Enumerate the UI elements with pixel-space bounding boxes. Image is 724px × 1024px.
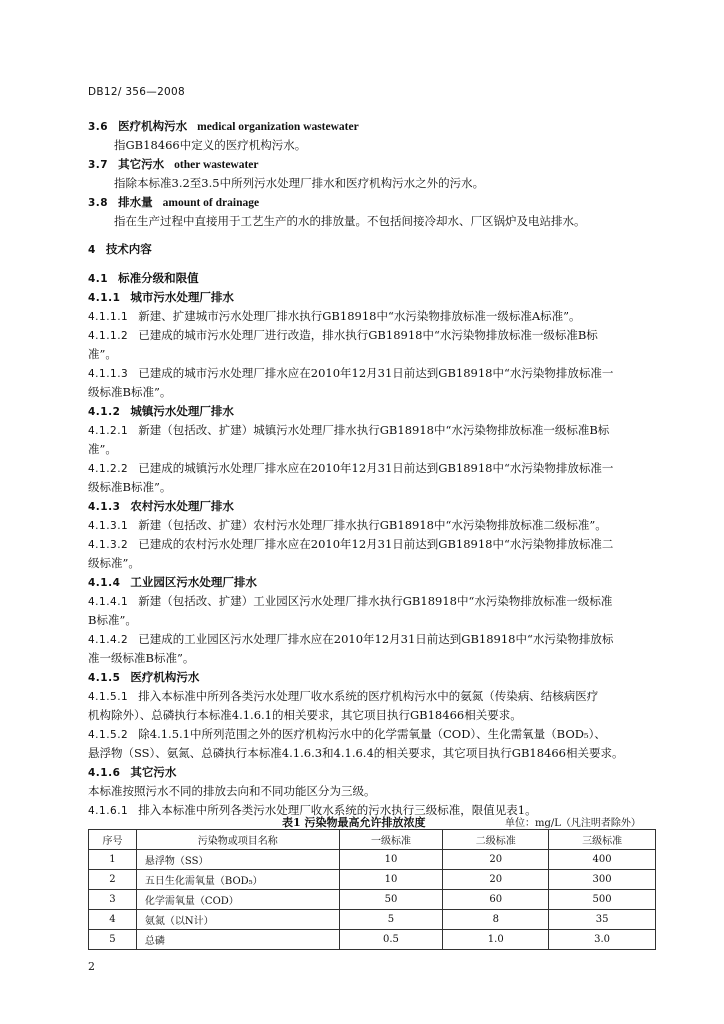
paragraph-line (114, 213, 586, 229)
paragraph-line (88, 479, 171, 495)
line-text: 准一级标准B标准”。 (88, 651, 195, 665)
section-heading (88, 270, 199, 286)
paragraph-line (88, 536, 613, 552)
line-text: 工业园区污水处理厂排水 (130, 575, 257, 589)
page-number: 2 (88, 960, 95, 973)
line-text: 排水量 (118, 195, 153, 209)
paragraph-line (88, 365, 613, 381)
clause-number: 4.1.5 (88, 672, 121, 684)
table-header-cell: 序号 (89, 830, 137, 850)
pollutant-limits-table (88, 829, 656, 950)
clause-number: 4.1.3.1 (88, 520, 129, 532)
english-term: other wastewater (174, 159, 259, 171)
clause-number: 4.1.6.1 (88, 805, 129, 817)
table-header-row (89, 830, 656, 850)
table-row (89, 890, 656, 910)
standard-id: DB12/ 356—2008 (88, 86, 185, 98)
paragraph-line (88, 346, 117, 362)
section-heading (88, 498, 234, 514)
table-cell: 化学需氧量（COD） (136, 890, 339, 910)
line-text: 新建、扩建城市污水处理厂排水执行GB18918中“水污染物排放标准一级标准A标准”。 (138, 309, 581, 323)
paragraph-line (88, 631, 613, 647)
table-cell: 400 (549, 850, 656, 870)
table-row (89, 870, 656, 890)
table-cell: 1.0 (443, 930, 549, 950)
line-text: 已建成的城市污水处理厂进行改造，排水执行GB18918中“水污染物排放标准一级标准B标 (138, 328, 598, 342)
table-cell: 3.0 (549, 930, 656, 950)
table-header-cell: 三级标准 (549, 830, 656, 850)
paragraph-line (88, 593, 612, 609)
clause-number: 4.1.6 (88, 767, 121, 779)
clause-number: 4.1.2.1 (88, 425, 129, 437)
paragraph-line (88, 783, 376, 799)
clause-number: 3.6 (88, 121, 109, 133)
table-cell: 0.5 (339, 930, 443, 950)
section-heading (88, 289, 234, 305)
clause-number: 4.1.3 (88, 501, 121, 513)
clause-number: 4.1.5.2 (88, 729, 129, 741)
clause-number: 4.1.5.1 (88, 691, 129, 703)
table-cell: 悬浮物（SS） (136, 850, 339, 870)
clause-number: 4.1 (88, 273, 109, 285)
paragraph-line (88, 707, 522, 723)
paragraph-line (88, 422, 609, 438)
line-text: B标准”。 (88, 613, 137, 627)
table-cell: 8 (443, 910, 549, 930)
line-text: 除4.1.5.1中所列范围之外的医疗机构污水中的化学需氧量（COD）、生化需氧量（BOD₅）、 (138, 727, 606, 741)
english-term: amount of drainage (162, 197, 260, 209)
line-text: 新建（包括改、扩建）城镇污水处理厂排水执行GB18918中“水污染物排放标准一级标准B标 (138, 423, 610, 437)
table-row (89, 910, 656, 930)
paragraph-line (88, 555, 140, 571)
line-text: 城市污水处理厂排水 (130, 290, 234, 304)
paragraph-line (114, 175, 484, 191)
line-text: 准”。 (88, 442, 117, 456)
table-header-cell: 污染物或项目名称 (136, 830, 339, 850)
table-cell: 4 (89, 910, 137, 930)
line-text: 医疗机构污水 (118, 119, 188, 133)
section-heading (88, 669, 199, 685)
clause-number: 4.1.2.2 (88, 463, 129, 475)
table-cell: 35 (549, 910, 656, 930)
line-text: 已建成的工业园区污水处理厂排水应在2010年12月31日前达到GB18918中“水污染物排放标 (138, 632, 614, 646)
paragraph-line (114, 137, 306, 153)
table-cell: 20 (443, 850, 549, 870)
paragraph-line (88, 688, 598, 704)
section-heading (88, 403, 234, 419)
paragraph-line (88, 612, 137, 628)
table-cell: 2 (89, 870, 137, 890)
table-header-cell: 二级标准 (443, 830, 549, 850)
line-text: 指在生产过程中直接用于工艺生产的水的排放量。不包括间接冷却水、厂区锅炉及电站排水。 (114, 214, 586, 228)
line-text: 排入本标准中所列各类污水处理厂收水系统的医疗机构污水中的氨氮（传染病、结核病医疗 (138, 689, 599, 703)
table-header-cell: 一级标准 (339, 830, 443, 850)
table-cell: 500 (549, 890, 656, 910)
line-text: 指GB18466中定义的医疗机构污水。 (114, 138, 307, 152)
table-row (89, 930, 656, 950)
table-cell: 5 (89, 930, 137, 950)
paragraph-line (88, 460, 613, 476)
paragraph-line (88, 327, 598, 343)
section-heading (88, 241, 152, 257)
line-text: 新建（包括改、扩建）农村污水处理厂排水执行GB18918中“水污染物排放标准二级标准”。 (138, 518, 607, 532)
line-text: 已建成的城镇污水处理厂排水应在2010年12月31日前达到GB18918中“水污染物排放标准一 (138, 461, 614, 475)
table-cell: 五日生化需氧量（BOD₅） (136, 870, 339, 890)
table-unit: 单位：mg/L（凡注明者除外） (505, 818, 641, 829)
clause-number: 4 (88, 244, 96, 256)
line-text: 农村污水处理厂排水 (130, 499, 234, 513)
table-cell: 总磷 (136, 930, 339, 950)
english-term: medical organization wastewater (197, 121, 359, 133)
clause-number: 3.8 (88, 197, 109, 209)
section-heading (88, 118, 359, 134)
clause-number: 4.1.1.3 (88, 368, 129, 380)
paragraph-line (88, 308, 581, 324)
line-text: 级标准B标准”。 (88, 480, 172, 494)
line-text: 城镇污水处理厂排水 (130, 404, 234, 418)
table-row (89, 850, 656, 870)
table-cell: 1 (89, 850, 137, 870)
line-text: 标准分级和限值 (118, 271, 199, 285)
table-title: 表1 污染物最高允许排放浓度 (282, 816, 426, 829)
table-cell: 20 (443, 870, 549, 890)
clause-number: 4.1.4 (88, 577, 121, 589)
clause-number: 4.1.4.1 (88, 596, 129, 608)
table-cell: 10 (339, 870, 443, 890)
paragraph-line (88, 745, 624, 761)
table-cell: 5 (339, 910, 443, 930)
clause-number: 3.7 (88, 159, 109, 171)
line-text: 悬浮物（SS）、氨氮、总磷执行本标准4.1.6.3和4.1.6.4的相关要求，其它项目执行GB18466相关要求。 (88, 746, 624, 760)
line-text: 医疗机构污水 (130, 670, 200, 684)
line-text: 其它污水 (118, 157, 165, 171)
clause-number: 4.1.2 (88, 406, 121, 418)
line-text: 排入本标准中所列各类污水处理厂收水系统的污水执行三级标准，限值见表1。 (138, 803, 537, 817)
clause-number: 4.1.3.2 (88, 539, 129, 551)
paragraph-line (88, 517, 607, 533)
clause-number: 4.1.4.2 (88, 634, 129, 646)
line-text: 其它污水 (130, 765, 177, 779)
section-heading (88, 156, 259, 172)
line-text: 已建成的农村污水处理厂排水应在2010年12月31日前达到GB18918中“水污染物排放标准二 (138, 537, 614, 551)
line-text: 准”。 (88, 347, 117, 361)
clause-number: 4.1.1.2 (88, 330, 129, 342)
line-text: 本标准按照污水不同的排放去向和不同功能区分为三级。 (88, 784, 376, 798)
clause-number: 4.1.1 (88, 292, 121, 304)
table-cell: 3 (89, 890, 137, 910)
line-text: 级标准B标准”。 (88, 385, 172, 399)
line-text: 技术内容 (105, 242, 152, 256)
line-text: 机构除外）、总磷执行本标准4.1.6.1的相关要求，其它项目执行GB18466相关要求。 (88, 708, 522, 722)
section-heading (88, 764, 176, 780)
line-text: 新建（包括改、扩建）工业园区污水处理厂排水执行GB18918中“水污染物排放标准一级标准 (138, 594, 613, 608)
paragraph-line (88, 384, 171, 400)
clause-number: 4.1.1.1 (88, 311, 129, 323)
line-text: 已建成的城市污水处理厂排水应在2010年12月31日前达到GB18918中“水污染物排放标准一 (138, 366, 614, 380)
table-cell: 氨氮（以N计） (136, 910, 339, 930)
section-heading (88, 574, 257, 590)
table-cell: 10 (339, 850, 443, 870)
line-text: 级标准”。 (88, 556, 140, 570)
paragraph-line (88, 441, 117, 457)
table-cell: 60 (443, 890, 549, 910)
section-heading (88, 194, 259, 210)
line-text: 指除本标准3.2至3.5中所列污水处理厂排水和医疗机构污水之外的污水。 (114, 176, 485, 190)
paragraph-line (88, 726, 606, 742)
table-cell: 300 (549, 870, 656, 890)
paragraph-line (88, 650, 194, 666)
table-cell: 50 (339, 890, 443, 910)
